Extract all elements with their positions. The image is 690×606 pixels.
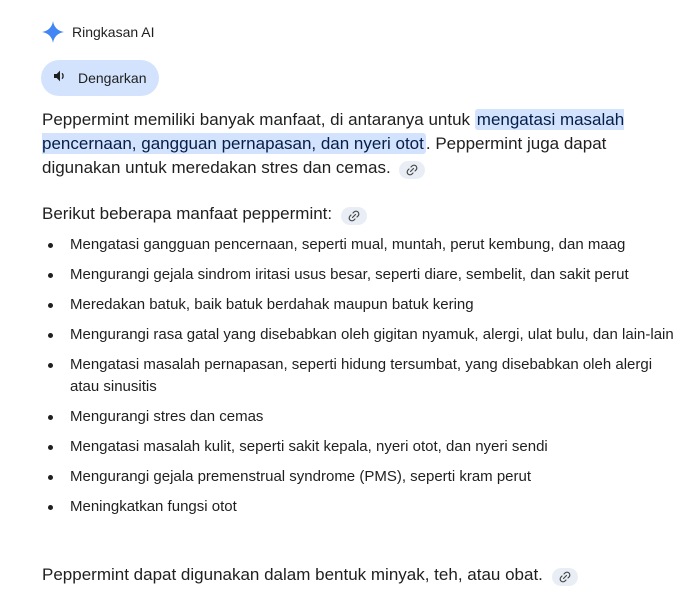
intro-text-start: Peppermint memiliki banyak manfaat, di antaranya untuk xyxy=(42,110,475,129)
ai-overview-title: Ringkasan AI xyxy=(72,24,155,40)
intro-highlight: mengatasi masalah pencernaan, gangguan pernapasan, dan nyeri otot xyxy=(42,110,625,153)
benefits-heading-text: Berikut beberapa manfaat peppermint: xyxy=(42,204,333,223)
list-item: Mengatasi gangguan pencernaan, seperti mual, muntah, perut kembung, dan maag xyxy=(42,234,682,256)
listen-button[interactable] xyxy=(41,60,159,96)
list-item: Mengurangi rasa gatal yang disebabkan oleh gigitan nyamuk, alergi, ulat bulu, dan lain-lain xyxy=(42,324,682,346)
list-item: Mengurangi stres dan cemas xyxy=(42,406,682,428)
list-item: Mengatasi masalah pernapasan, seperti hidung tersumbat, yang disebabkan oleh alergi atau sinusitis xyxy=(42,354,682,398)
list-item: Meningkatkan fungsi otot xyxy=(42,496,682,518)
source-link-icon[interactable] xyxy=(399,161,425,179)
list-item: Mengurangi gejala premenstrual syndrome (PMS), seperti kram perut xyxy=(42,466,682,488)
list-item: Meredakan batuk, baik batuk berdahak maupun batuk kering xyxy=(42,294,682,316)
sparkle-icon xyxy=(42,21,64,43)
intro-text-end: . Peppermint juga dapat digunakan untuk meredakan stres dan cemas. xyxy=(42,134,607,177)
list-item: Mengatasi masalah kulit, seperti sakit kepala, nyeri otot, dan nyeri sendi xyxy=(42,436,682,458)
benefits-list xyxy=(42,234,682,526)
speaker-icon xyxy=(52,68,68,89)
source-link-icon[interactable] xyxy=(552,568,578,586)
ai-overview-header xyxy=(42,20,155,44)
closing-text: Peppermint dapat digunakan dalam bentuk minyak, teh, atau obat. xyxy=(42,565,543,584)
benefits-heading xyxy=(42,202,367,226)
closing-paragraph xyxy=(42,563,672,587)
intro-paragraph xyxy=(42,108,672,180)
source-link-icon[interactable] xyxy=(341,207,367,225)
list-item: Mengurangi gejala sindrom iritasi usus besar, seperti diare, sembelit, dan sakit perut xyxy=(42,264,682,286)
listen-button-label: Dengarkan xyxy=(78,70,147,86)
